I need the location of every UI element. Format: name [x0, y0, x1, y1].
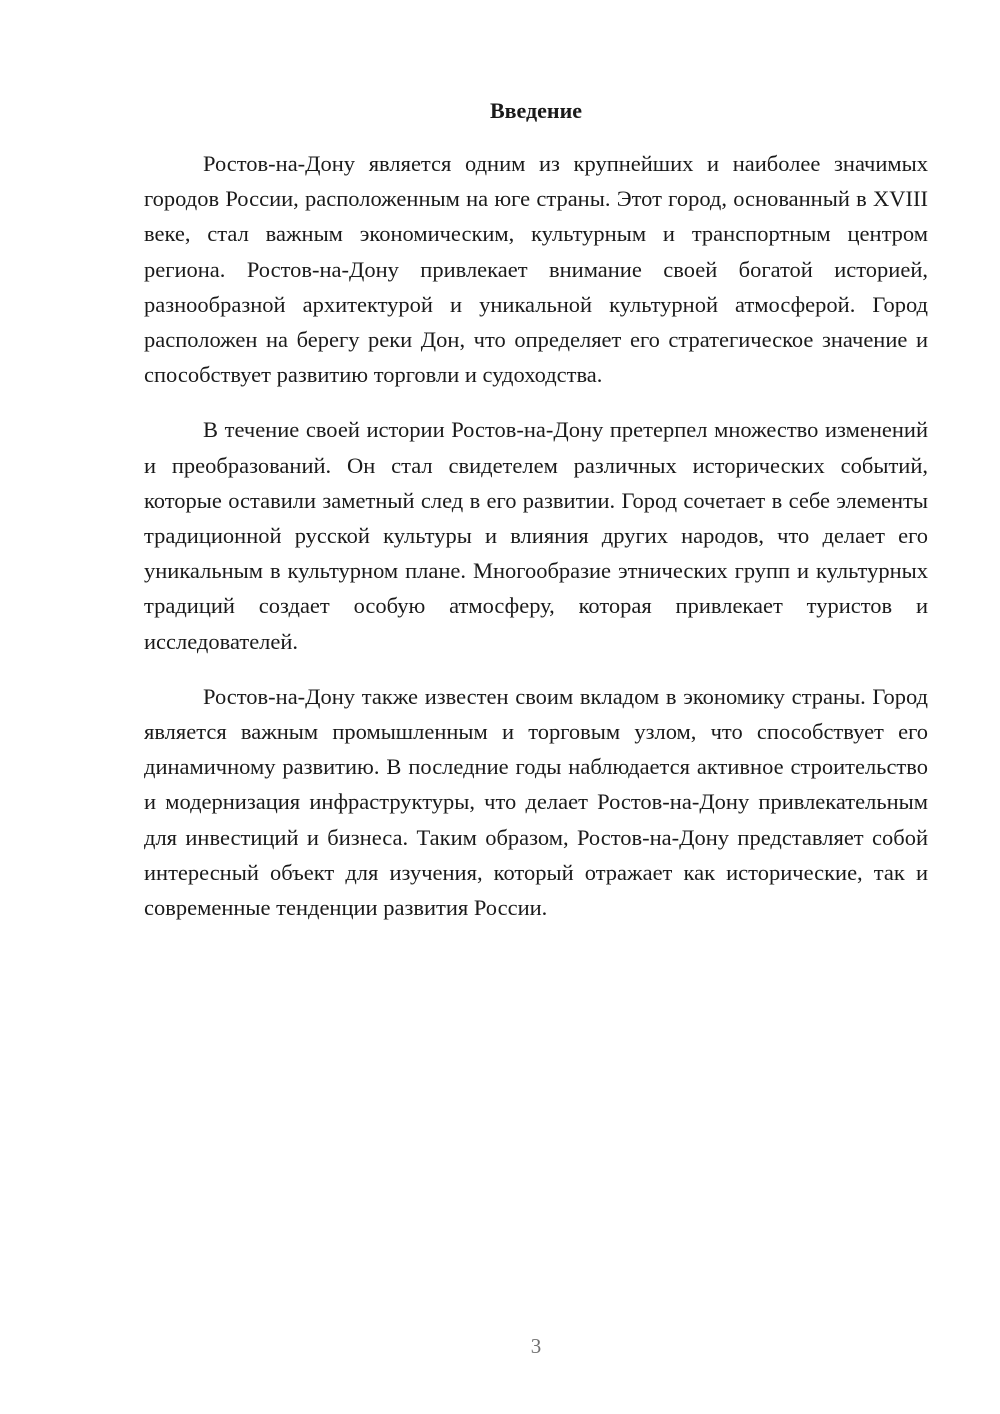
page-content — [144, 96, 928, 945]
paragraph-3: Ростов-на-Дону также известен своим вкладом в экономику страны. Город является важным промышленным и торговым узлом, что способствует его динамичному развитию. В последние годы наблюдается активное строительство и модернизация инфраструктуры, что делает Ростов-на-Дону привлекательным для инвестиций и бизнеса. Таким образом, Ростов-на-Дону представляет собой интересный объект для изучения, который отражает как исторические, так и современные тенденции развития России. — [144, 683, 928, 921]
paragraph-1: Ростов-на-Дону является одним из крупнейших и наиболее значимых городов России, расположенным на юге страны. Этот город, основанный в XVIII веке, стал важным экономическим, культурным и транспортным центром региона. Ростов-на-Дону привлекает внимание своей богатой историей, разнообразной архитектурой и уникальной культурной атмосферой. Город расположен на берегу реки Дон, что определяет его стратегическое значение и способствует развитию торговли и судоходства. — [144, 151, 928, 388]
paragraph-2: В течение своей истории Ростов-на-Дону претерпел множество изменений и преобразований. Он стал свидетелем различных исторических событий, которые оставили заметный след в его развитии. Город сочетает в себе элементы традиционной русской культуры и влияния других народов, что делает его уникальным в культурном плане. Многообразие этнических групп и культурных традиций создает особую атмосферу, которая привлекает туристов и исследователей. — [144, 417, 928, 654]
page-number: 3 — [530, 1334, 542, 1358]
section-title: Введение — [489, 98, 583, 123]
